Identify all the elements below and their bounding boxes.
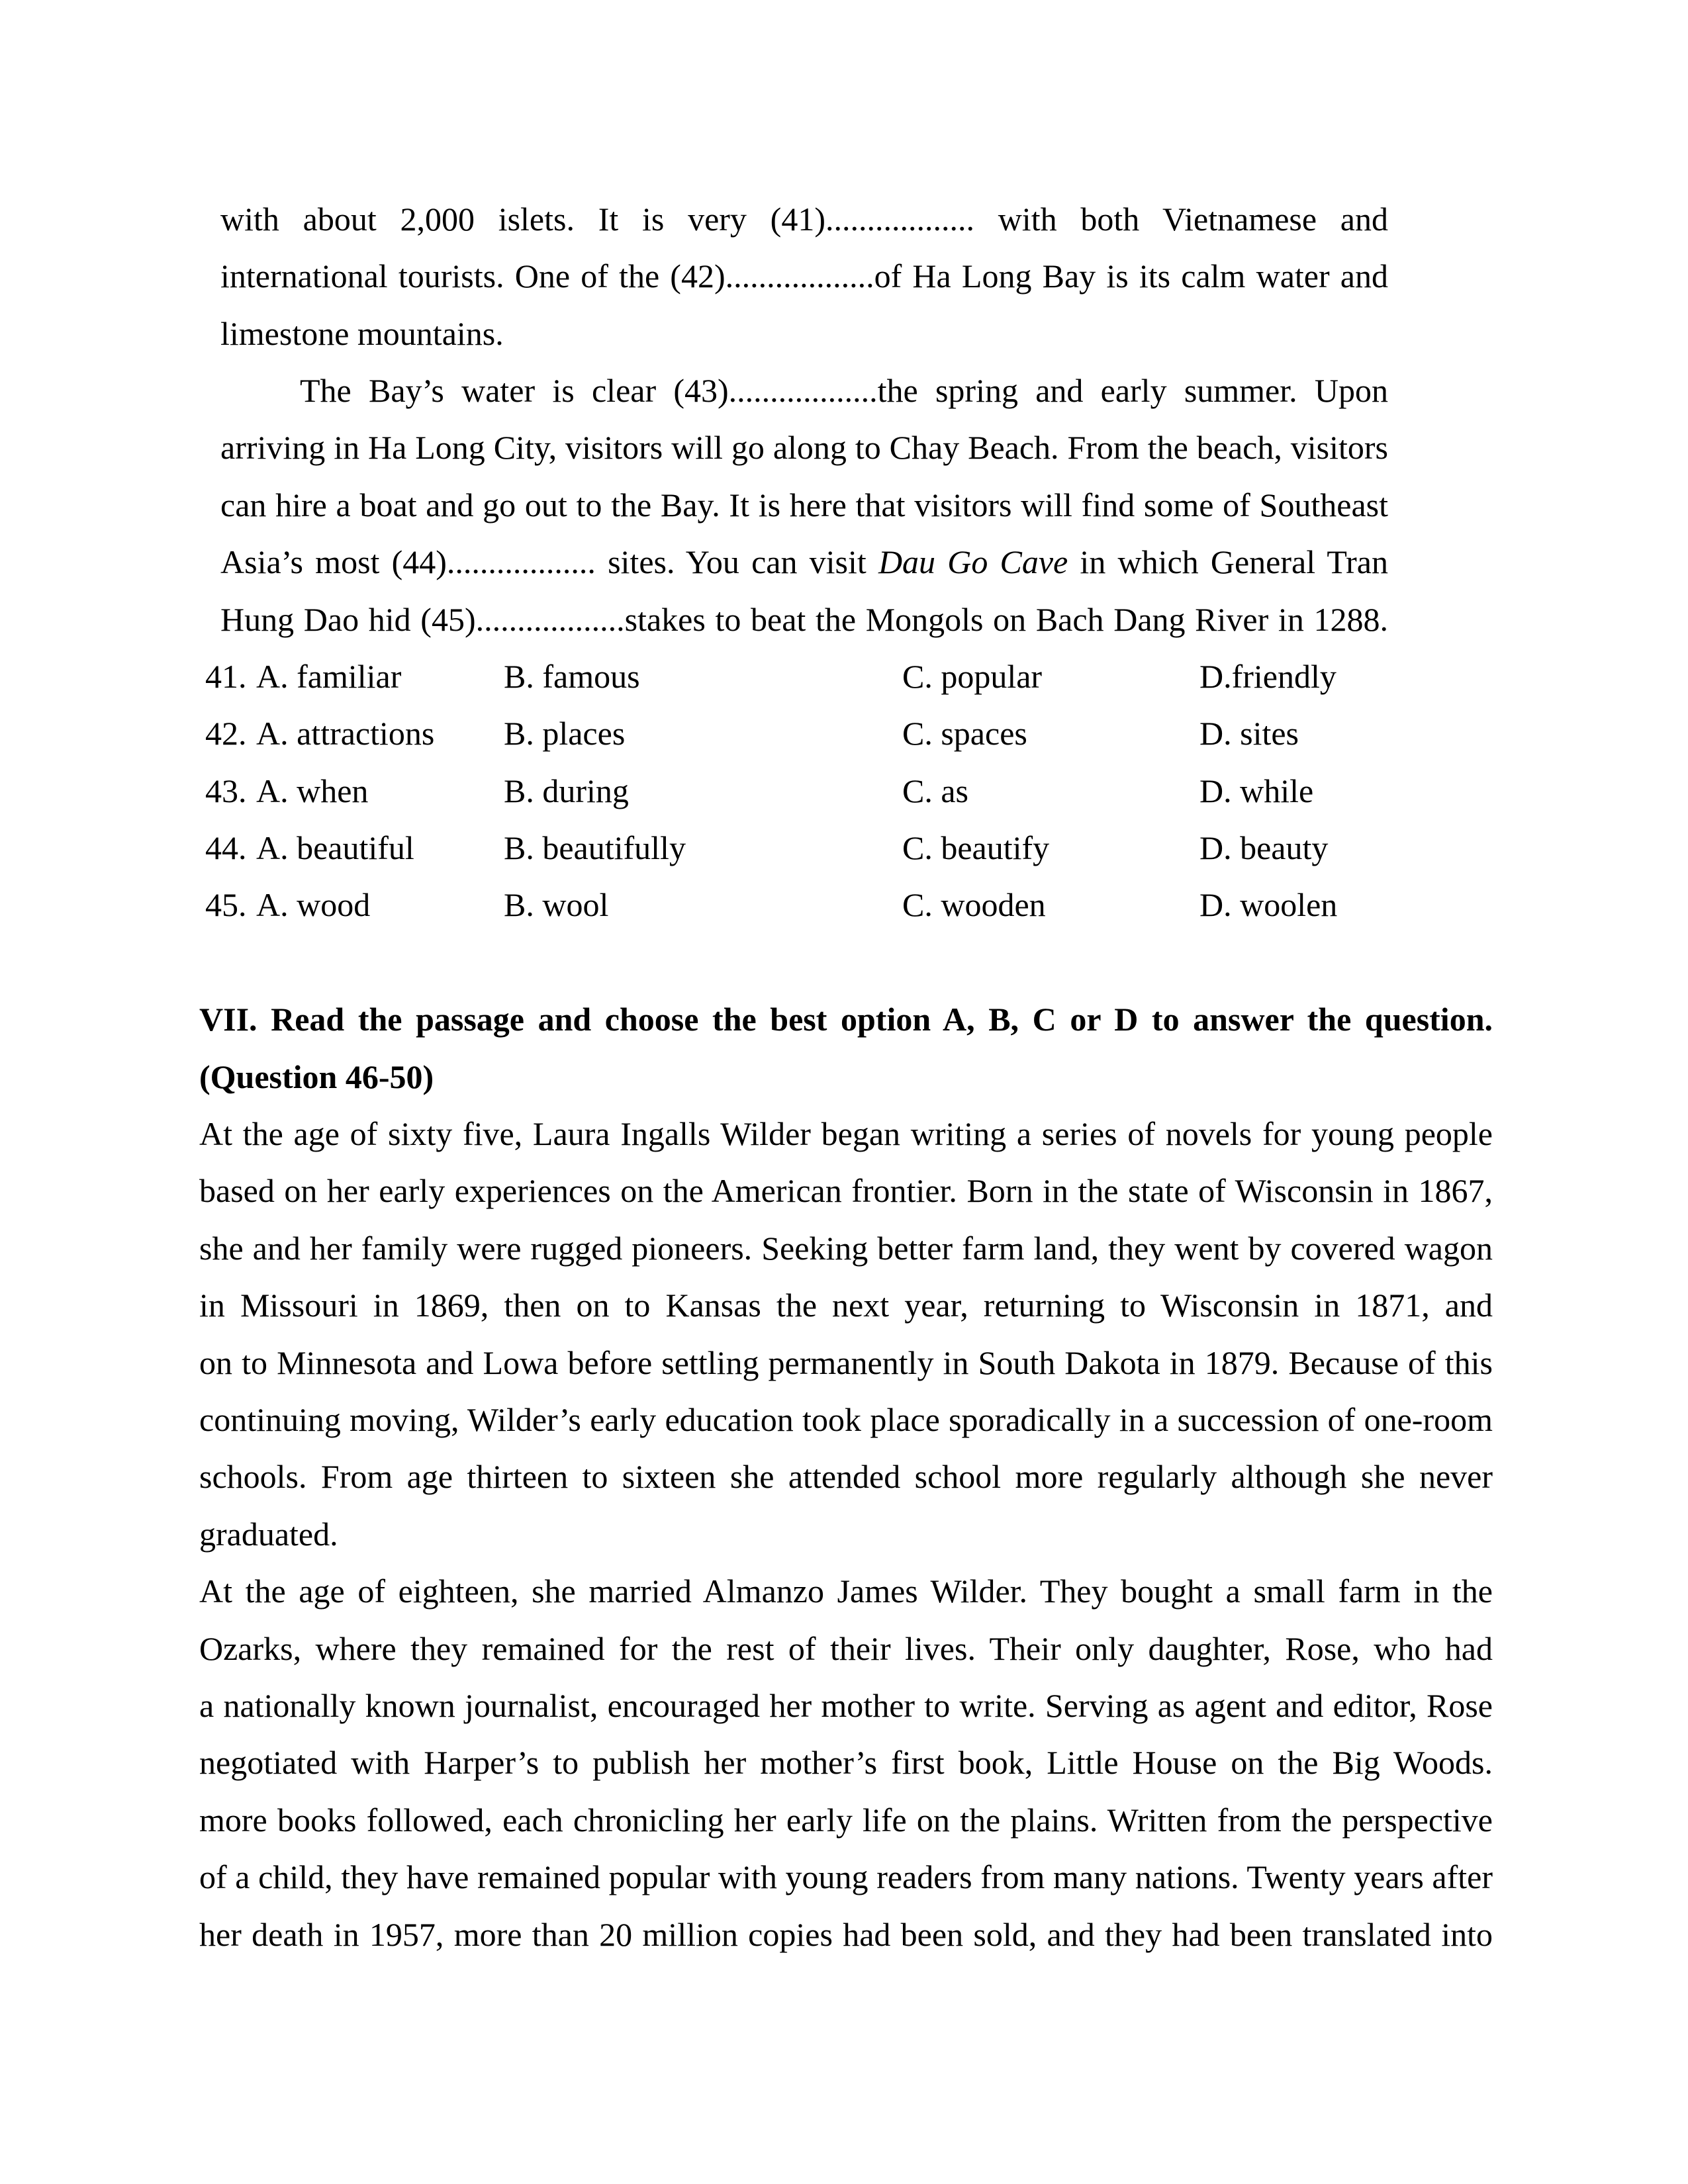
section-heading: VII. Read the passage and choose the best option A, B, C or D to answer the question. — [199, 1001, 1493, 1038]
passage-line: At the age of sixty five, Laura Ingalls Wilder began writing a series of novels for young people — [199, 1115, 1493, 1152]
passage-text: Asia’s most (44).................. sites. You can visit — [220, 543, 878, 580]
passage-line: arriving in Ha Long City, visitors will go along to Chay Beach. From the beach, visitors — [220, 429, 1388, 466]
passage-text: in which General Tran — [1068, 543, 1388, 580]
option-c: C. spaces — [902, 715, 1027, 752]
passage-line: The Bay’s water is clear (43)..................the spring and early summer. Upon — [300, 372, 1388, 409]
option-d: D. sites — [1199, 715, 1299, 752]
option-a: A. when — [256, 772, 369, 809]
passage-line: continuing moving, Wilder’s early education took place sporadically in a succession of one-room — [199, 1401, 1493, 1438]
section-heading-range: (Question 46-50) — [199, 1058, 434, 1095]
option-c: C. popular — [902, 658, 1043, 695]
question-number: 43. — [205, 772, 247, 809]
passage-line — [220, 533, 1388, 590]
option-a: A. familiar — [256, 658, 402, 695]
passage-line: graduated. — [199, 1516, 338, 1553]
passage-line: on to Minnesota and Lowa before settling permanently in South Dakota in 1879. Because of this — [199, 1344, 1493, 1381]
passage-line: negotiated with Harper’s to publish her mother’s first book, Little House on the Big Woods. — [199, 1744, 1493, 1781]
option-c: C. wooden — [902, 886, 1046, 923]
passage-line: she and her family were rugged pioneers. Seeking better farm land, they went by covered wagon — [199, 1230, 1493, 1267]
passage-line: with about 2,000 islets. It is very (41).................. with both Vietnamese and — [220, 201, 1388, 238]
question-number: 45. — [205, 886, 247, 923]
option-d: D. while — [1199, 772, 1314, 809]
option-c: C. as — [902, 772, 968, 809]
option-b: B. famous — [504, 658, 640, 695]
passage-line: in Missouri in 1869, then on to Kansas the next year, returning to Wisconsin in 1871, and — [199, 1287, 1493, 1324]
passage-line: a nationally known journalist, encouraged her mother to write. Serving as agent and editor, Rose — [199, 1687, 1493, 1724]
passage-line: Hung Dao hid (45)..................stakes to beat the Mongols on Bach Dang River in 1288. — [220, 601, 1388, 638]
italic-place-name: Dau Go Cave — [878, 543, 1068, 580]
passage-line: her death in 1957, more than 20 million copies had been sold, and they had been translated into — [199, 1916, 1493, 1953]
passage-line: Ozarks, where they remained for the rest of their lives. Their only daughter, Rose, who had — [199, 1630, 1493, 1667]
option-a: A. wood — [256, 886, 371, 923]
passage-line: limestone mountains. — [220, 315, 504, 352]
passage-line: more books followed, each chronicling her early life on the plains. Written from the perspective — [199, 1801, 1493, 1839]
option-b: B. beautifully — [504, 829, 686, 866]
passage-line: can hire a boat and go out to the Bay. It is here that visitors will find some of Southeast — [220, 486, 1388, 523]
option-d: D. beauty — [1199, 829, 1329, 866]
passage-line: international tourists. One of the (42)..................of Ha Long Bay is its calm water and — [220, 257, 1388, 295]
option-a: A. attractions — [256, 715, 435, 752]
passage-line: of a child, they have remained popular with young readers from many nations. Twenty years after — [199, 1858, 1493, 1895]
question-number: 41. — [205, 658, 247, 695]
passage-line: schools. From age thirteen to sixteen she attended school more regularly although she never — [199, 1458, 1493, 1495]
passage-line: At the age of eighteen, she married Almanzo James Wilder. They bought a small farm in the — [199, 1572, 1493, 1610]
option-c: C. beautify — [902, 829, 1050, 866]
option-a: A. beautiful — [256, 829, 414, 866]
option-d: D. woolen — [1199, 886, 1338, 923]
option-d: D.friendly — [1199, 658, 1336, 695]
option-b: B. during — [504, 772, 629, 809]
question-number: 44. — [205, 829, 247, 866]
option-b: B. places — [504, 715, 626, 752]
question-number: 42. — [205, 715, 247, 752]
option-b: B. wool — [504, 886, 609, 923]
passage-line: based on her early experiences on the American frontier. Born in the state of Wisconsin in 1867, — [199, 1172, 1493, 1209]
